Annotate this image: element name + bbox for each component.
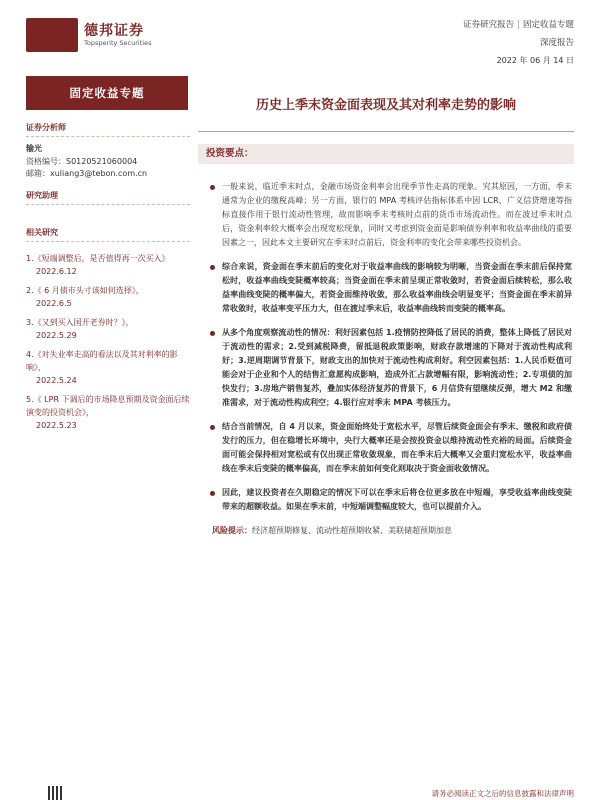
report-category: 固定收益专题 bbox=[522, 20, 574, 30]
related-item[interactable]: 5.《 LPR 下调后的市场降息预期及资金面后续演变的投资机会》， 2022.5.23 bbox=[26, 395, 190, 430]
report-type: 证券研究报告 bbox=[463, 20, 515, 30]
summary-paragraph: 一般来说，临近季末时点，金融市场资金利率会出现季节性走高的现象。究其原因，一方面，季末通常为企业的缴税高峰；另一方面，银行的 MPA 考核评估指标体系中因 LCR、广义信贷增速等指标直接作用于银行流动性管理，故而影响季末考核时点前的货币市场流动性。而在波过季末时点后，资金利率较大概率会出现宽松现象，同时又考虑到资金面是影响债券利率和收益率曲线的重要因素之一，因此本文主要研究在季末时点前后，资金利率的变化会带来哪些投资机会。 bbox=[210, 180, 572, 250]
footer-disclaimer: 请务必阅读正文之后的信息披露和法律声明 bbox=[431, 789, 574, 798]
related-item[interactable]: 2.《 6 月债市头寸该如何选择》， 2022.6.5 bbox=[26, 286, 144, 308]
related-item[interactable]: 1.《短端调整后，是否值得再一次买入》 2022.6.12 bbox=[26, 254, 170, 276]
company-logo bbox=[26, 18, 166, 54]
risk-warning bbox=[210, 524, 572, 538]
risk-text: 经济超预期修复、流动性超预期收紧、美联储超预期加息 bbox=[252, 526, 452, 535]
report-meta: 证券研究报告 | 固定收益专题 深度报告 2022 年 06 月 14 日 bbox=[463, 16, 574, 70]
sidebar bbox=[26, 122, 190, 438]
logo-text-cn: 德邦证券 bbox=[84, 23, 144, 39]
related-item[interactable]: 4.《对失业率走高的看法以及其对利率的影响》， 2022.5.24 bbox=[26, 350, 178, 385]
analyst-heading: 证券分析师 bbox=[26, 122, 190, 137]
logo-mark-icon bbox=[26, 18, 78, 52]
summary-heading: 投资要点： bbox=[198, 144, 574, 164]
summary-paragraph: 因此，建议投资者在久期稳定的情况下可以在季末后将仓位更多放在中短端，享受收益率曲线变陡带来的超额收益。如果在季末前，中短端调整幅度较大，也可以提前介入。 bbox=[210, 486, 572, 514]
report-kind: 深度报告 bbox=[539, 38, 574, 48]
related-item[interactable]: 3.《又到买入国开老券时？》， 2022.5.29 bbox=[26, 318, 134, 340]
report-date: 2022 年 06 月 14 日 bbox=[496, 56, 574, 65]
category-banner: 固定收益专题 bbox=[26, 76, 188, 110]
analyst-name: 输光 bbox=[26, 144, 42, 153]
summary-body bbox=[210, 180, 572, 538]
related-heading: 相关研究 bbox=[26, 227, 190, 242]
summary-paragraph: 从多个角度观察流动性的情况：利好因素包括 1.疫情防控降低了居民的消费，整体上降低了居民对于流动性的需求；2.受到减税降费，留抵退税政策影响，财政存款增速的下降对于流动性构成利好；3.逆周期调节背景下，财政支出的加快对于流动性构成利好。利空因素包括：1.人民币贬值可能会对于企业和个人的结售汇意愿构成影响，造成外汇占款增幅有限，影响流动性；2.专项债的加快发行；3.房地产销售复苏，叠加实体经济复苏的背景下，6 月信贷有望继续反弹，增大 M2 和缴准需求，对于流动性构成利空；4.银行应对季末 MPA 考核压力。 bbox=[210, 326, 572, 410]
summary-paragraph: 综合来说，资金面在季末前后的变化对于收益率曲线的影响较为明晰，当资金面在季末前后保持宽松时，收益率曲线变陡概率较高；当资金面在季末前呈现正常收敛时，若资金面后续转松，那么收益率曲线变陡的概率偏大，若资金面维持收敛，那么收益率曲线会明显变平；当资金面在季末前异常收敛时，收益率变平压力大，但在渡过季末后，收益率曲线转而变陡的概率高。 bbox=[210, 260, 572, 316]
risk-heading: 风险提示： bbox=[212, 526, 252, 535]
analyst-cert: 资格编号：S0120521060004 bbox=[26, 157, 138, 166]
summary-paragraph: 结合当前情况，自 4 月以来，资金面始终处于宽松水平，尽管后续资金面会有季末、缴税和政府债发行的压力，但在稳增长环境中，央行大概率还是会按投资金以维持流动性充裕的局面。后续资金面可能会保持相对宽松或有仅出现正常收敛现象，而在季末后大概率又会重归宽松水平，收益率曲线在季末后变陡的概率偏高，而在季末前如何变化则取决于资金面收敛情况。 bbox=[210, 420, 572, 476]
title-bar bbox=[198, 76, 574, 132]
related-research-list bbox=[26, 252, 190, 432]
qr-code-icon bbox=[48, 786, 62, 800]
analyst-email[interactable]: 邮箱：xuliang3@tebon.com.cn bbox=[26, 169, 148, 178]
assistant-heading: 研究助理 bbox=[26, 190, 190, 205]
logo-text-en: Topsperity Securities bbox=[84, 39, 152, 47]
report-title: 历史上季末资金面表现及其对利率走势的影响 bbox=[255, 98, 516, 113]
